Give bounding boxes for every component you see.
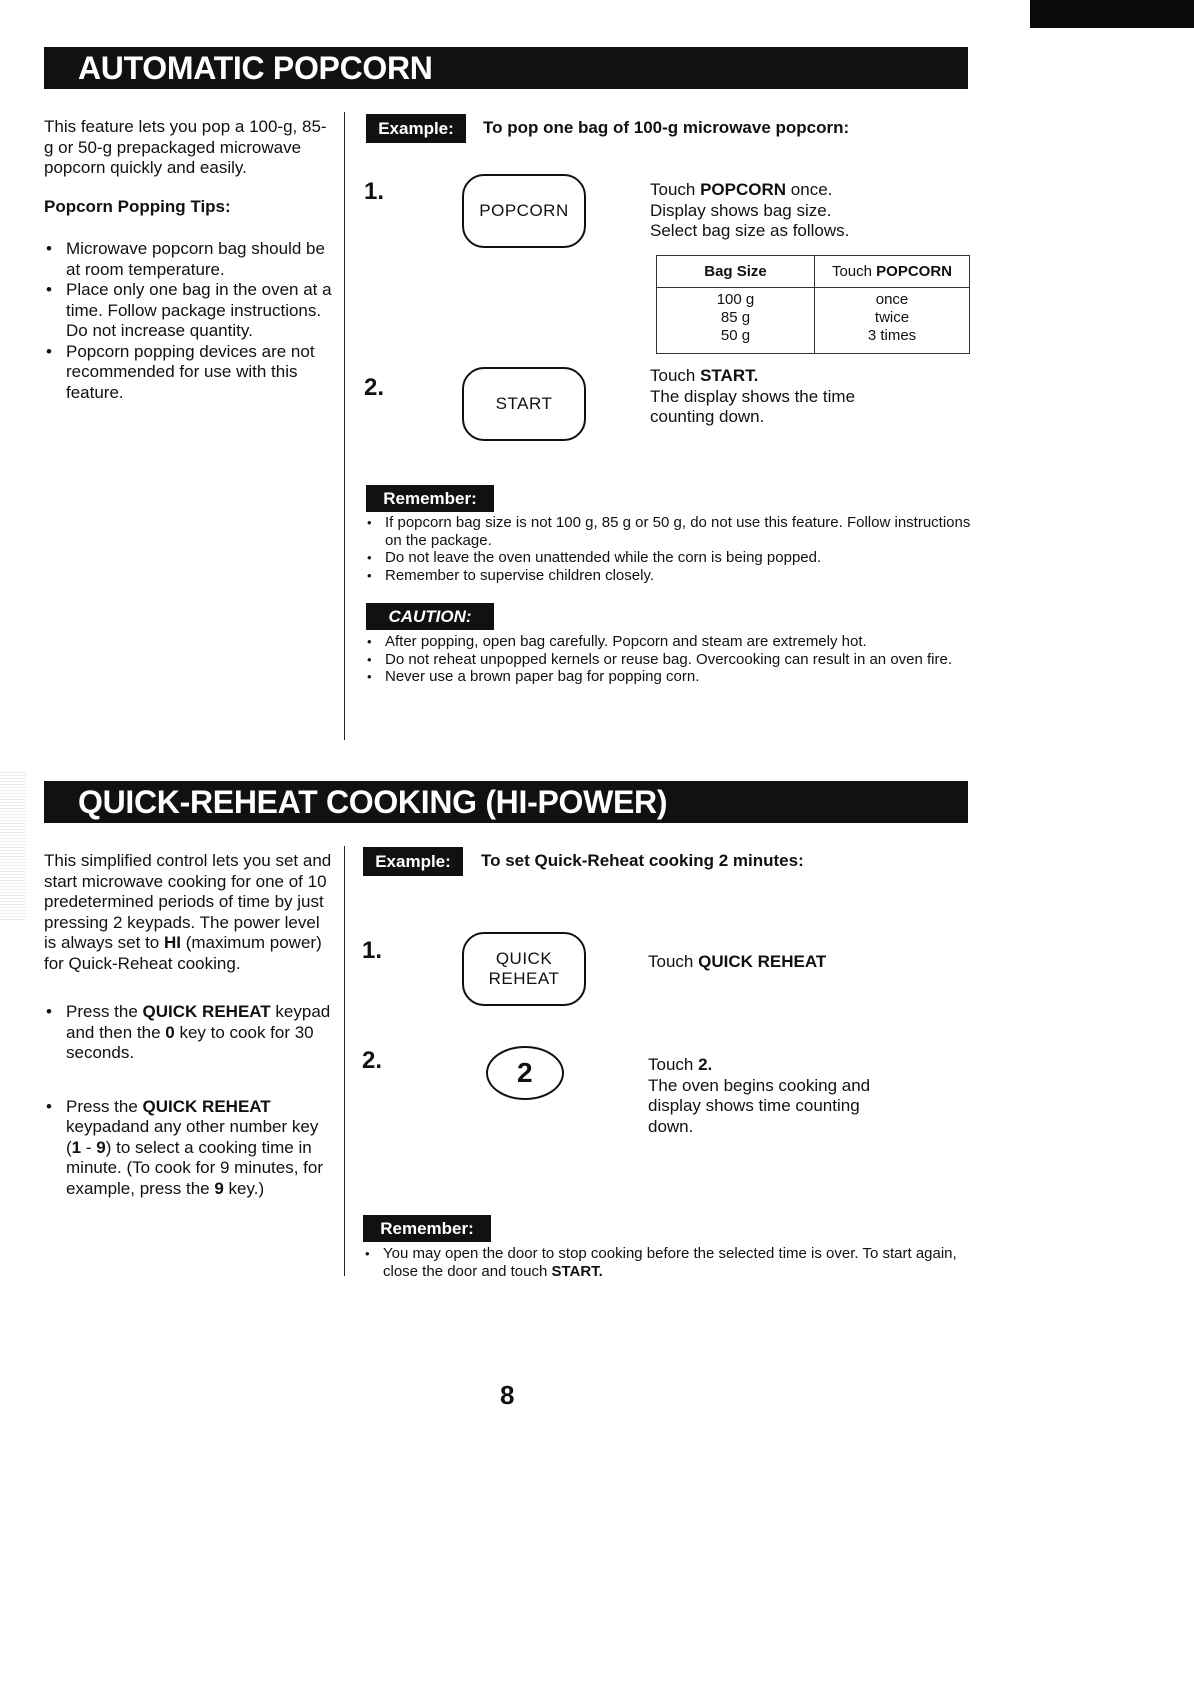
remember-label: Remember: [363,1215,491,1242]
popcorn-key[interactable]: POPCORN [462,174,586,248]
list-item: • Do not reheat unpopped kernels or reuse bag. Overcooking can result in an oven fire. [363,651,973,669]
text: The oven begins cooking and [648,1075,871,1095]
remember-label: Remember: [366,485,494,512]
text: You may open the door to stop cooking before the selected time is over. To start again, close the door and touch [383,1245,957,1280]
section-title-quick-reheat: QUICK-REHEAT COOKING (HI-POWER) [44,781,968,823]
keyword: 2. [698,1055,713,1074]
header-text: Touch [831,263,877,280]
number-2-key[interactable]: 2 [486,1046,564,1100]
keyword: 9 [214,1178,224,1198]
keyword: QUICK REHEAT [698,952,827,971]
column-divider [344,112,345,740]
table-header-row [657,256,970,288]
text: keypadand any other number key ( [66,1117,319,1157]
quick-reheat-key[interactable] [462,932,586,1006]
tips-list [44,239,334,403]
reheat-bullets [44,1002,336,1199]
keyword: 0 [165,1022,175,1042]
cell-value: 3 times [867,327,917,344]
popcorn-intro: This feature lets you pop a 100-g, 85-g or 50-g prepackaged microwave popcorn quickly and easily. [44,117,327,177]
tip-item: • Place only one bag in the oven at a time. Follow package instructions. Do not increase quantity. [44,280,334,342]
page-number: 8 [500,1380,515,1410]
scan-artifact [0,770,26,920]
cell-value: 100 g [716,291,755,308]
list-item [361,1245,973,1280]
text: Touch [650,366,701,385]
caution-label: CAUTION: [366,603,494,630]
section-title-popcorn: AUTOMATIC POPCORN [44,47,968,89]
step-number: 2. [362,1047,383,1074]
text: once. [786,180,833,199]
keyword: QUICK REHEAT [142,1096,271,1116]
keyword: HI [164,933,181,952]
text: Press the [66,1096,143,1116]
list-item: • Never use a brown paper bag for popping corn. [363,668,973,686]
tip-item: • Microwave popcorn bag should be at room temperature. [44,239,334,280]
text: Touch [650,180,701,199]
step-2-instructions [648,1055,870,1137]
text: key to cook for 30 seconds. [66,1022,314,1062]
step-2-instructions [650,366,855,428]
col-header-bag-size [657,256,815,288]
bag-size-table [656,255,970,354]
tip-item: • Popcorn popping devices are not recommended for use with this feature. [44,342,334,404]
text: display shows time counting [648,1096,860,1115]
text: The display shows the time [650,386,856,406]
start-key[interactable]: START [462,367,586,441]
example-heading: To set Quick-Reheat cooking 2 minutes: [481,851,804,870]
keyword: START. [700,366,759,385]
cell-value: 50 g [720,327,751,344]
table-row [657,288,970,354]
list-item: • Remember to supervise children closely. [363,567,973,585]
keyword: 1 [71,1137,82,1157]
text: keypad and then the [66,1002,331,1042]
bag-size-cell [657,288,815,354]
key-label: QUICK [495,949,553,968]
remember-list [363,514,973,584]
text: Display shows bag size. [650,200,832,220]
keyword: QUICK REHEAT [142,1002,271,1021]
text: This simplified control lets you set and start microwave cooking for one of 10 predetermined periods of time by just pressing 2 keypads. The power level is always set to [44,851,332,952]
text: down. [648,1116,694,1136]
text: - [81,1137,97,1157]
text: ) to select a cooking time in minute. (To cook for 9 minutes, for example, press the [66,1137,323,1198]
corner-marker [1030,0,1194,28]
text: Press the [66,1002,143,1021]
remember-list [361,1245,973,1280]
list-item [44,1097,336,1200]
text: Select bag size as follows. [650,221,850,240]
header-text: POPCORN [876,263,953,280]
key-label: REHEAT [488,969,560,988]
text: (maximum power) for Quick-Reheat cooking. [44,933,322,973]
col-header-touch [815,256,970,288]
header-text: Bag Size [704,263,767,280]
reheat-intro [44,851,336,974]
step-1-instructions [650,180,849,242]
list-item: • After popping, open bag carefully. Popcorn and steam are extremely hot. [363,633,973,651]
column-divider [344,846,345,1276]
list-item: • Do not leave the oven unattended while the corn is being popped. [363,549,973,567]
touch-count-cell [815,288,970,354]
popcorn-sidebar [44,117,334,403]
text: key.) [223,1178,265,1198]
keyword: START. [551,1262,603,1280]
reheat-sidebar [44,851,336,1199]
step-1-instructions [648,952,826,973]
keyword: 9 [96,1137,106,1157]
example-label: Example: [363,847,463,876]
text: Touch [648,952,699,971]
cell-value: 85 g [720,309,751,326]
text: counting down. [650,407,765,426]
example-label: Example: [366,114,466,143]
caution-list [363,633,973,686]
step-number: 1. [362,937,383,964]
text: Touch [648,1055,699,1074]
step-number: 1. [364,178,385,205]
tips-title: Popcorn Popping Tips: [44,196,231,216]
list-item [44,1002,336,1064]
cell-value: once [875,291,909,308]
keyword: POPCORN [700,180,787,199]
step-number: 2. [364,374,385,401]
list-item: • If popcorn bag size is not 100 g, 85 g or 50 g, do not use this feature. Follow instructions on the package. [363,514,973,549]
cell-value: twice [874,309,910,326]
example-heading: To pop one bag of 100-g microwave popcorn: [483,118,850,137]
